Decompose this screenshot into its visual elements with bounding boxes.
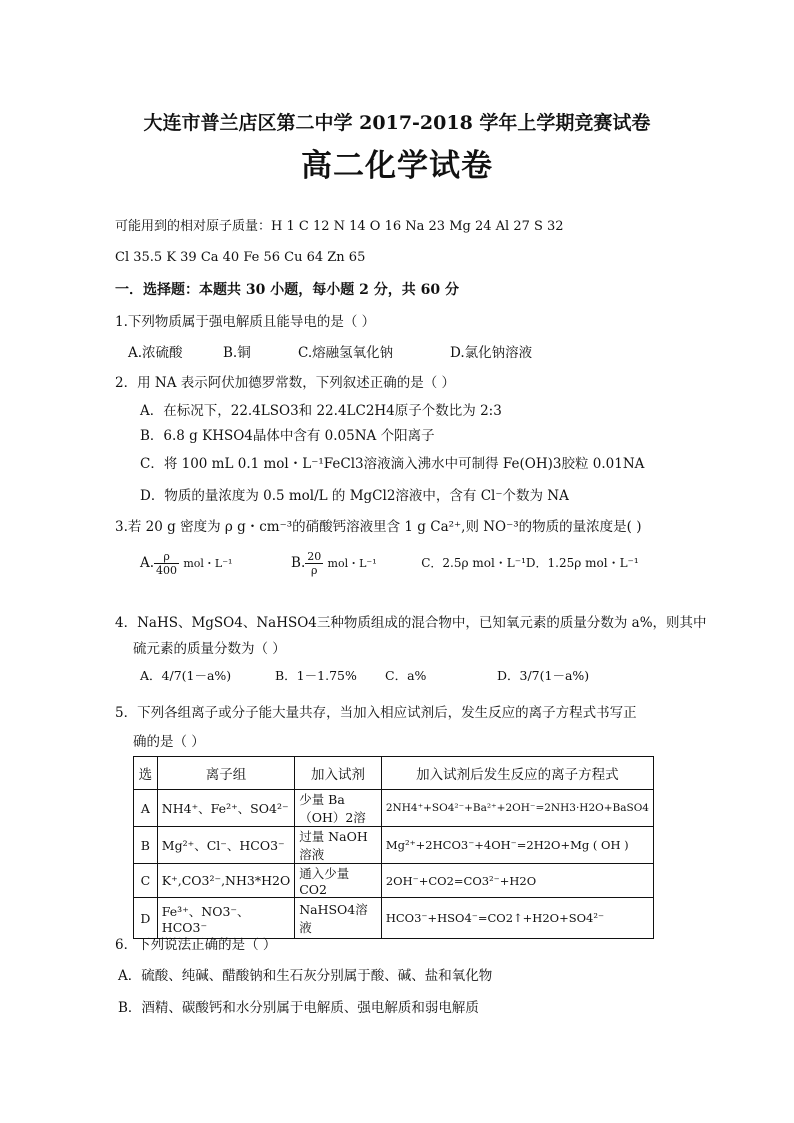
q2-option-c: C．将 100 mL 0.1 mol・L⁻¹FeCl3溶液滴入沸水中可制得 Fe(OH)3胶粒 0.01NA (140, 456, 645, 472)
q3-b-numerator: 20 (307, 550, 322, 563)
question-4-stem-line-2: 硫元素的质量分数为（ ） (133, 641, 286, 657)
table-cell: Mg²⁺、Cl⁻、HCO3⁻ (157, 827, 294, 864)
q6-option-a: A．硫酸、纯碱、醋酸钠和生石灰分别属于酸、碱、盐和氧化物 (118, 968, 493, 984)
table-header-cell: 加入试剂 (295, 757, 382, 790)
q4-option-c: C．a% (385, 668, 427, 683)
table-row (134, 864, 654, 898)
table-cell: Mg²⁺+2HCO3⁻+4OH⁻=2H2O+Mg ( OH ) (381, 827, 653, 864)
q2-option-d: D．物质的量浓度为 0.5 mol/L 的 MgCl2溶液中，含有 Cl⁻个数为 NA (140, 488, 569, 504)
table-cell: Fe³⁺、NO3⁻、HCO3⁻ (157, 898, 294, 939)
q3-option-b-fraction (305, 550, 323, 577)
table-cell: A (134, 790, 158, 827)
table-header-cell: 加入试剂后发生反应的离子方程式 (381, 757, 653, 790)
q3-b-denominator: ρ (311, 564, 318, 577)
table-row (134, 790, 654, 827)
q3-a-numerator: ρ (154, 550, 179, 564)
q2-option-a: A．在标况下，22.4LSO3和 22.4LC2H4原子个数比为 2:3 (140, 403, 502, 419)
question-3-options (140, 545, 639, 581)
table-header-cell: 离子组 (157, 757, 294, 790)
table-cell: K⁺,CO3²⁻,NH3*H2O (157, 864, 294, 898)
q1-option-b: B.铜 (223, 345, 251, 361)
table-row (134, 898, 654, 939)
table-row (134, 827, 654, 864)
section-heading: 一．选择题：本题共 30 小题，每小题 2 分，共 60 分 (115, 282, 459, 298)
question-6-stem: 6．下列说法正确的是（ ） (115, 937, 277, 953)
q3-option-a-fraction (154, 550, 179, 577)
q3-a-denominator: 400 (156, 564, 178, 577)
q1-option-c: C.熔融氢氧化钠 (298, 345, 394, 361)
question-1-options (128, 344, 532, 362)
atomic-masses-line-1: 可能用到的相对原子质量：H 1 C 12 N 14 O 16 Na 23 Mg 24 Al 27 S 32 (115, 219, 564, 234)
table-cell: 2NH4⁺+SO4²⁻+Ba²⁺+2OH⁻=2NH3·H2O+BaSO4 (381, 790, 653, 827)
ion-reaction-table (133, 756, 654, 939)
question-1-stem: 1.下列物质属于强电解质且能导电的是（ ） (115, 314, 376, 330)
q3-option-a-label: A. (140, 555, 155, 571)
q1-option-d: D.氯化钠溶液 (450, 345, 533, 361)
q4-option-a: A．4/7(1－a%) (140, 668, 232, 683)
exam-school-title: 大连市普兰店区第二中学 2017-2018 学年上学期竞赛试卷 (143, 112, 651, 134)
table-header-row (134, 757, 654, 790)
q1-option-a: A.浓硫酸 (128, 345, 183, 361)
table-cell: 过量 NaOH 溶液 (295, 827, 382, 864)
question-4-stem-line-1: 4．NaHS、MgSO4、NaHSO4三种物质组成的混合物中，已知氧元素的质量分数为 a%，则其中 (115, 615, 707, 631)
table-cell: HCO3⁻+HSO4⁻=CO2↑+H2O+SO4²⁻ (381, 898, 653, 939)
table-cell: NaHSO4溶液 (295, 898, 382, 939)
atomic-masses-line-2: Cl 35.5 K 39 Ca 40 Fe 56 Cu 64 Zn 65 (115, 250, 366, 265)
table-cell: 通入少量 CO2 (295, 864, 382, 898)
q3-option-b-label: B. (291, 555, 306, 571)
q4-option-b: B．1－1.75% (275, 668, 357, 683)
question-4-options (140, 667, 589, 685)
q3-a-unit: mol・L⁻¹ (183, 557, 233, 570)
table-cell: C (134, 864, 158, 898)
question-2-stem: 2．用 NA 表示阿伏加德罗常数，下列叙述正确的是（ ） (115, 375, 456, 391)
q4-option-d: D．3/7(1－a%) (497, 668, 590, 683)
exam-subject-title: 高二化学试卷 (301, 148, 493, 184)
table-cell: 少量 Ba（OH）2溶 (295, 790, 382, 827)
table-cell: B (134, 827, 158, 864)
q6-option-b: B．酒精、碳酸钙和水分别属于电解质、强电解质和弱电解质 (118, 1000, 479, 1016)
q2-option-b: B．6.8 g KHSO4晶体中含有 0.05NA 个阳离子 (140, 428, 435, 444)
question-5-stem-line-2: 确的是（ ） (133, 734, 205, 750)
question-3-stem: 3.若 20 g 密度为 ρ g・cm⁻³的硝酸钙溶液里含 1 g Ca²⁺,则 NO⁻³的物质的量浓度是( ) (115, 519, 642, 535)
table-cell: 2OH⁻+CO2=CO3²⁻+H2O (381, 864, 653, 898)
question-5-stem-line-1: 5．下列各组离子或分子能大量共存，当加入相应试剂后，发生反应的离子方程式书写正 (115, 705, 637, 721)
table-cell: D (134, 898, 158, 939)
table-cell: NH4⁺、Fe²⁺、SO4²⁻ (157, 790, 294, 827)
q3-options-cd: C．2.5ρ mol・L⁻¹D．1.25ρ mol・L⁻¹ (421, 556, 639, 570)
q3-b-unit: mol・L⁻¹ (327, 557, 377, 570)
table-header-cell: 选 (134, 757, 158, 790)
